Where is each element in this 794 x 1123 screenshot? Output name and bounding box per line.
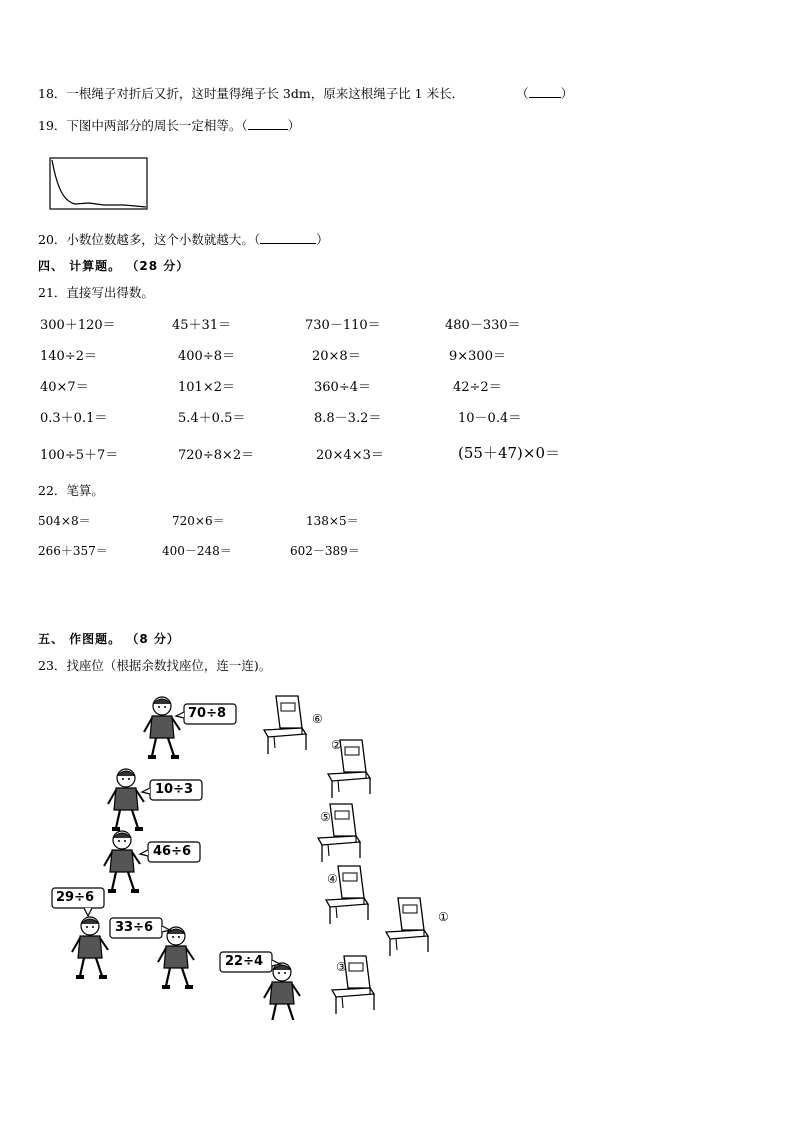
calc-item: 5.4＋0.5＝: [178, 411, 246, 426]
kid-expression: 22÷4: [225, 954, 264, 969]
kid-expression: 70÷8: [188, 706, 227, 721]
paren-open: （: [516, 86, 529, 101]
question-20: [38, 230, 329, 248]
kid-figure: [108, 769, 144, 831]
question-23-text: 23．找座位（根据余数找座位，连一连)。: [38, 658, 272, 673]
calc-item: 730－110＝: [305, 318, 381, 333]
q19-figure: [49, 157, 149, 211]
calc-item: 480－330＝: [445, 318, 521, 333]
chair-number: ①: [438, 910, 449, 924]
answer-blank-19[interactable]: [248, 117, 288, 130]
calc-item: 40×7＝: [40, 380, 89, 395]
chair-1: [386, 898, 428, 956]
illustration-figures: [40, 690, 470, 1020]
kid-expression: 29÷6: [56, 890, 95, 905]
chair-number: ④: [327, 872, 338, 886]
seat-matching-illustration: [40, 690, 470, 1020]
chair-6: [264, 696, 306, 754]
kid-figure: [144, 697, 180, 759]
calc-item: 8.8－3.2＝: [314, 411, 382, 426]
calc-item: 602－389＝: [290, 544, 360, 558]
calc-item: 45＋31＝: [172, 318, 232, 333]
chair-number: ⑤: [320, 810, 331, 824]
calc-item: 300＋120＝: [40, 318, 116, 333]
kid-figure: [104, 831, 140, 893]
section-5-title: 五、 作图题。 （8 分）: [38, 632, 180, 646]
kid-expression: 10÷3: [155, 782, 194, 797]
question-18: [38, 84, 573, 102]
paren-close: ）: [316, 232, 329, 247]
calc-item: 400－248＝: [162, 544, 232, 558]
kid-figure: [72, 917, 108, 979]
question-19-text: 19．下图中两部分的周长一定相等。（: [38, 118, 248, 133]
calc-item: 10－0.4＝: [458, 411, 522, 426]
calc-item: 101×2＝: [178, 380, 235, 395]
kid-expression: 33÷6: [115, 920, 154, 935]
question-21-text: 21．直接写出得数。: [38, 285, 154, 300]
calc-item: 138×5＝: [306, 514, 359, 528]
chair-number: ③: [336, 960, 347, 974]
calc-item: 100÷5＋7＝: [40, 448, 119, 463]
calc-item: 140÷2＝: [40, 349, 97, 364]
calc-item: 360÷4＝: [314, 380, 371, 395]
calc-item: 42÷2＝: [453, 380, 502, 395]
chair-number: ②: [331, 738, 342, 752]
calc-item: 20×4×3＝: [316, 448, 384, 463]
question-22-text: 22．笔算。: [38, 483, 104, 498]
question-19: [38, 116, 300, 134]
figure-rectangle: [50, 158, 147, 209]
calc-item: 504×8＝: [38, 514, 91, 528]
calc-item: (55＋47)×0＝: [458, 444, 560, 462]
kid-expression: 46÷6: [153, 844, 192, 859]
answer-blank-20[interactable]: [260, 231, 316, 244]
calc-item: 720×6＝: [172, 514, 225, 528]
calc-item: 20×8＝: [312, 349, 361, 364]
calc-item: 400÷8＝: [178, 349, 235, 364]
calc-item: 266＋357＝: [38, 544, 108, 558]
calc-item: 9×300＝: [449, 349, 506, 364]
paren-close: ）: [560, 86, 574, 101]
paren-close: ）: [287, 118, 301, 133]
section-4-title: 四、 计算题。 （28 分）: [38, 259, 190, 273]
question-18-text: 18．一根绳子对折后又折，这时量得绳子长 3dm，原来这根绳子比 1 米长．: [38, 86, 465, 101]
calc-item: 0.3＋0.1＝: [40, 411, 108, 426]
kid-figure: [158, 927, 194, 989]
chair-number: ⑥: [312, 712, 323, 726]
calc-item: 720÷8×2＝: [178, 448, 255, 463]
question-20-text: 20．小数位数越多，这个小数就越大。（: [38, 232, 261, 247]
answer-blank-18[interactable]: [529, 85, 561, 98]
